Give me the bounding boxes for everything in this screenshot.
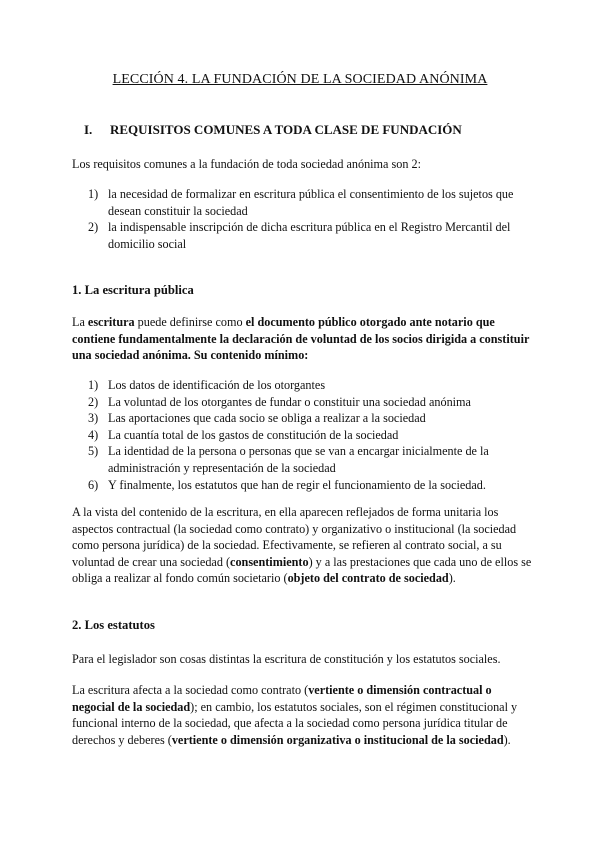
list-text: la necesidad de formalizar en escritura pública el consentimiento de los sujetos que desean constituir la sociedad (108, 187, 514, 218)
definition-prefix: La (72, 315, 88, 329)
list-text: Las aportaciones que cada socio se obliga a realizar a la sociedad (108, 411, 426, 426)
definition-middle: puede definirse como (134, 315, 246, 329)
intro-paragraph: Los requisitos comunes a la fundación de toda sociedad anónima son 2: (72, 157, 421, 171)
list-text: la indispensable inscripción de dicha escritura pública en el Registro Mercantil del domicilio social (108, 220, 511, 251)
text-run: ) y a las prestaciones que cada uno de ellos se obliga a realizar al fondo común societario ( (72, 554, 532, 586)
list-text: Los datos de identificación de los otorgantes (108, 378, 326, 392)
list-item (88, 377, 528, 394)
list-text: La identidad de la persona o personas que se van a encargar inicialmente de la administración y representación de la sociedad (108, 444, 489, 475)
list-item (88, 443, 528, 476)
section-number: I. (84, 122, 93, 137)
list-number: 6) (88, 477, 99, 492)
bold-term: consentimiento (230, 554, 309, 569)
subheading-estatutos: 2. Los estatutos (72, 618, 155, 632)
list-item (88, 477, 528, 494)
list-number: 2) (88, 394, 99, 409)
estatutos-intro-paragraph: Para el legislador son cosas distintas la escritura de constitución y los estatutos sociales. (72, 652, 501, 666)
list-text: La voluntad de los otorgantes de fundar o constituir una sociedad anónima (108, 394, 471, 409)
list-item (88, 186, 528, 219)
bold-term: vertiente o dimensión organizativa o institucional de la sociedad (171, 732, 504, 747)
list-item (88, 427, 528, 444)
list-item (88, 394, 528, 411)
text-run: A la vista del contenido de la escritura, en ella aparecen reflejados de forma unitaria los aspectos contractual (la sociedad como contrato) y organizativo o institucional (la sociedad como persona jurídica) de la sociedad. Efectivamente, se refieren al contrato social, a su voluntad de crear una sociedad ( (72, 505, 517, 569)
list-number: 3) (88, 411, 99, 426)
text-run: La escritura afecta a la sociedad como contrato ( (72, 683, 309, 697)
definition-bold: el documento público otorgado ante notario que contiene fundamentalmente la declaración de voluntad de los socios dirigida a constituir una sociedad anónima. Su contenido mínimo: (72, 315, 530, 363)
text-run: ). (448, 571, 456, 586)
estatutos-detail-paragraph (72, 682, 532, 748)
list-text: La cuantía total de los gastos de constitución de la sociedad (108, 427, 399, 442)
section-title: REQUISITOS COMUNES A TODA CLASE DE FUNDACIÓN (110, 122, 462, 137)
escritura-definition (72, 314, 532, 364)
lesson-title: LECCIÓN 4. LA FUNDACIÓN DE LA SOCIEDAD ANÓNIMA (112, 72, 488, 87)
bold-term: vertiente o dimensión contractual o negocial de la sociedad (72, 683, 492, 714)
list-item (88, 410, 528, 427)
section-heading (84, 122, 462, 138)
text-run: ); en cambio, los estatutos sociales, son el régimen constitucional y funcional interno de la sociedad, que afecta a la sociedad como persona jurídica titular de derechos y deberes ( (72, 699, 518, 747)
subheading-escritura: 1. La escritura pública (72, 283, 194, 297)
list-number: 2) (88, 220, 99, 235)
text-run: ). (503, 732, 511, 747)
contents-list (88, 377, 528, 493)
bold-term: objeto del contrato de sociedad (287, 571, 449, 586)
list-number: 5) (88, 444, 99, 459)
list-number: 1) (88, 187, 99, 201)
list-number: 4) (88, 427, 99, 442)
definition-term: escritura (87, 315, 135, 329)
list-number: 1) (88, 378, 99, 392)
requirements-list (88, 186, 528, 252)
list-item (88, 219, 528, 252)
list-text: Y finalmente, los estatutos que han de regir el funcionamiento de la sociedad. (108, 477, 486, 492)
escritura-analysis-paragraph (72, 504, 532, 587)
